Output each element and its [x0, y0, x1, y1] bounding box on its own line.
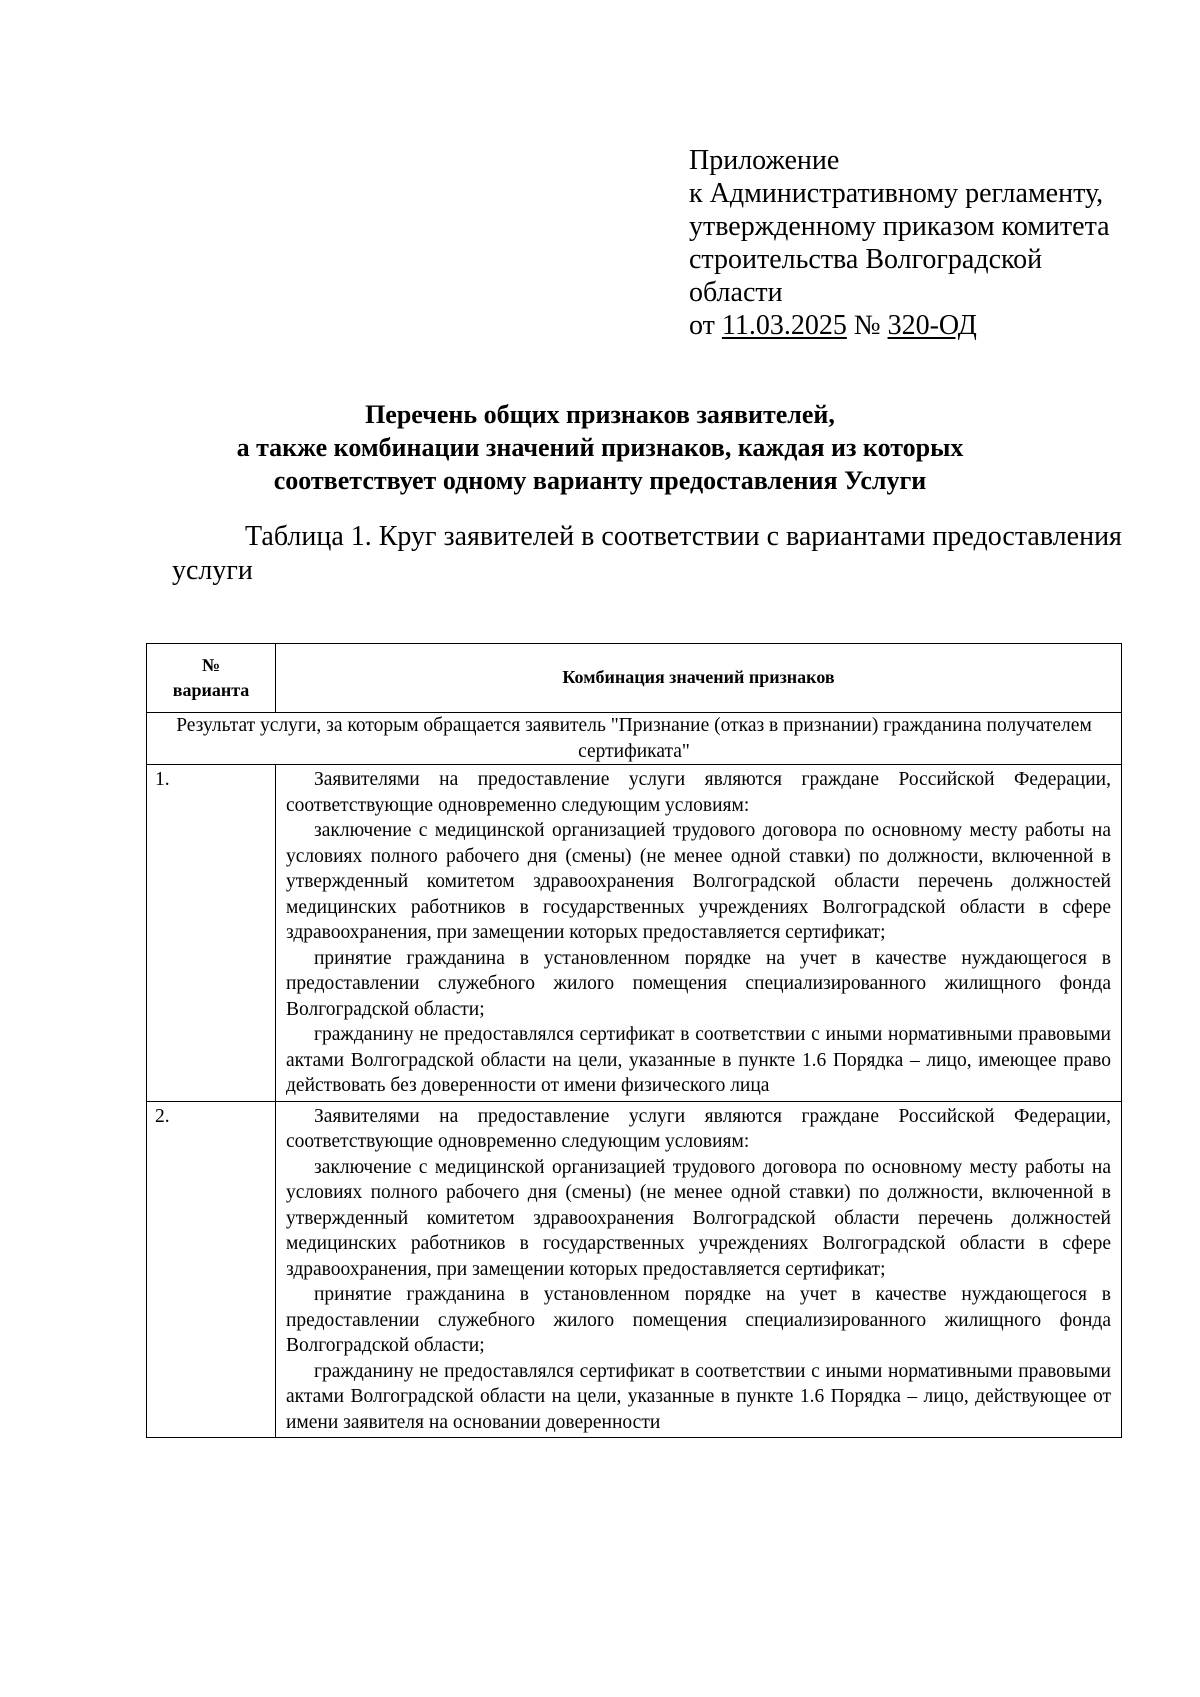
- paragraph: гражданину не предоставлялся сертификат в соответствии с иными нормативными правовыми актами Волгоградской области на цели, указанные в пункте 1.6 Порядка – лицо, имеющее право действовать без доверенности от имени физического лица: [286, 1024, 1111, 1096]
- caption-line: услуги: [172, 555, 253, 586]
- number-prefix: №: [853, 310, 881, 341]
- table-row: [147, 1101, 1122, 1438]
- result-cell: Результат услуги, за которым обращается заявитель "Признание (отказ в признании) гражданина получателем сертификата": [147, 713, 1122, 765]
- title-line: а также комбинации значений признаков, каждая из которых: [236, 433, 964, 462]
- variant-number: 2.: [147, 1101, 276, 1438]
- paragraph: заключение с медицинской организацией трудового договора по основному месту работы на условиях полного рабочего дня (смены) (не менее одной ставки) по должности, включенной в утвержденный комитетом здравоохранения Волгоградской области перечень должностей медицинских работников в государственных учреждениях Волгоградской области в сфере здравоохранения, при замещении которых предоставляется сертификат;: [286, 1156, 1111, 1280]
- variant-description: [276, 1101, 1122, 1438]
- table-row: [147, 765, 1122, 1102]
- paragraph: Заявителями на предоставление услуги являются граждане Российской Федерации, соответствующие одновременно следующим условиям:: [286, 1105, 1111, 1152]
- appendix-line: к Административному регламенту,: [689, 178, 1104, 209]
- header-combination: Комбинация значений признаков: [276, 644, 1122, 713]
- date-prefix: от: [689, 310, 715, 341]
- table-caption: [172, 520, 1172, 588]
- variant-description: [276, 765, 1122, 1102]
- appendix-block: [689, 144, 1169, 342]
- variants-table: [146, 643, 1122, 1438]
- title-line: Перечень общих признаков заявителей,: [365, 400, 835, 429]
- table-header-row: [147, 644, 1122, 713]
- paragraph: заключение с медицинской организацией трудового договора по основному месту работы на условиях полного рабочего дня (смены) (не менее одной ставки) по должности, включенной в утвержденный комитетом здравоохранения Волгоградской области перечень должностей медицинских работников в государственных учреждениях Волгоградской области в сфере здравоохранения, при замещении которых предоставляется сертификат;: [286, 820, 1111, 943]
- appendix-line: утвержденному приказом комитета: [689, 211, 1110, 242]
- order-number: 320-ОД: [887, 310, 977, 341]
- paragraph: принятие гражданина в установленном порядке на учет в качестве нуждающегося в предоставлении служебного жилого помещения специализированного жилищного фонда Волгоградской области;: [286, 947, 1111, 1020]
- variant-number: 1.: [147, 765, 276, 1102]
- order-date: 11.03.2025: [721, 310, 847, 341]
- appendix-line: Приложение: [689, 145, 840, 176]
- paragraph: гражданину не предоставлялся сертификат в соответствии с иными нормативными правовыми актами Волгоградской области на цели, указанные в пункте 1.6 Порядка – лицо, действующее от имени заявителя на основании доверенности: [286, 1360, 1111, 1433]
- paragraph: Заявителями на предоставление услуги являются граждане Российской Федерации, соответствующие одновременно следующим условиям:: [286, 769, 1111, 816]
- document-title: [150, 398, 1050, 497]
- appendix-date-line: [689, 309, 1169, 342]
- result-row: [147, 713, 1122, 765]
- paragraph: принятие гражданина в установленном порядке на учет в качестве нуждающегося в предоставлении служебного жилого помещения специализированного жилищного фонда Волгоградской области;: [286, 1284, 1111, 1356]
- appendix-line: области: [689, 277, 783, 308]
- appendix-line: строительства Волгоградской: [689, 244, 1043, 275]
- title-line: соответствует одному варианту предоставления Услуги: [273, 466, 927, 495]
- caption-line: Таблица 1. Круг заявителей в соответствии с вариантами предоставления: [245, 521, 1122, 552]
- header-variant-number: № варианта: [147, 644, 276, 713]
